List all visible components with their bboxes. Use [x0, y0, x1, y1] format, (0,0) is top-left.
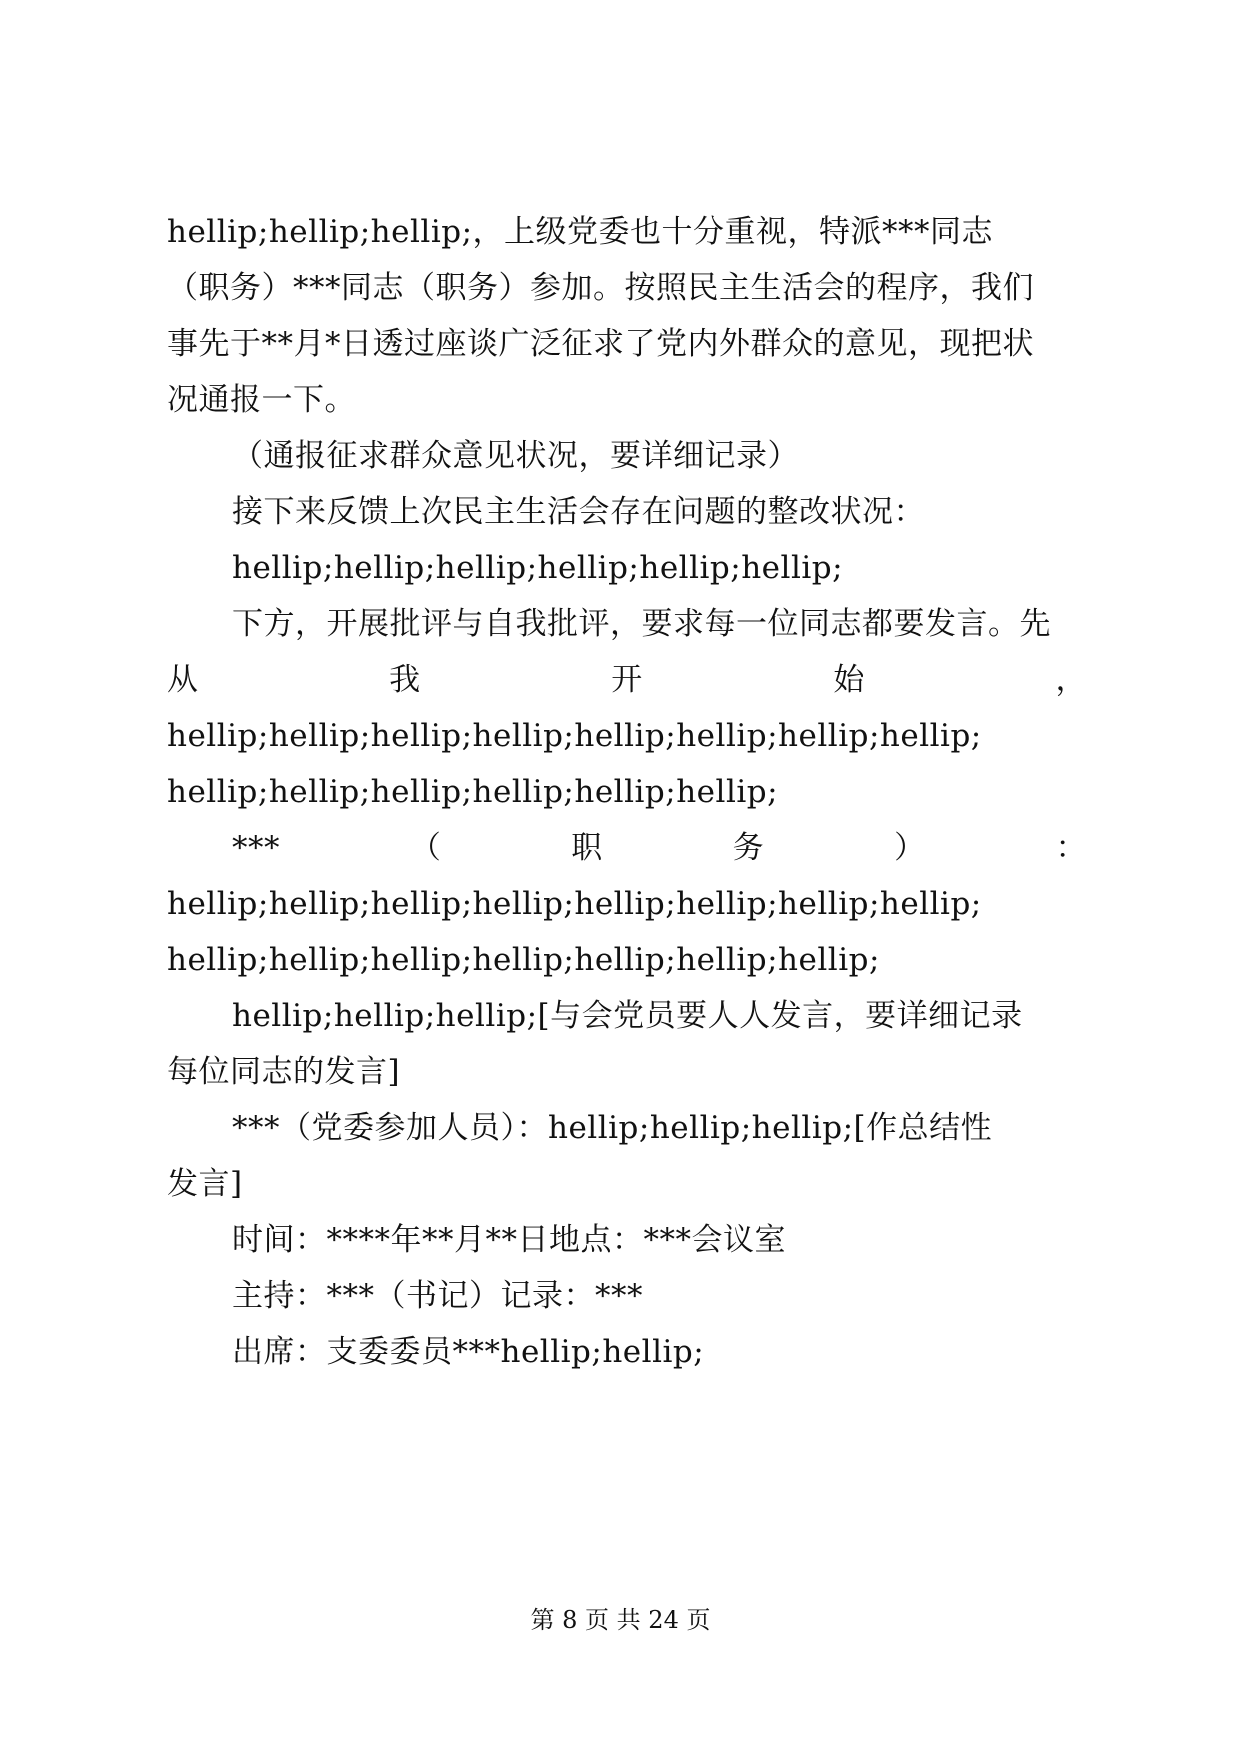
spread-word: 从 [167, 662, 199, 698]
paragraph-3-line: hellip;hellip;hellip;hellip;hellip;hellip; [232, 550, 844, 586]
paragraph-2-line: 接下来反馈上次民主生活会存在问题的整改状况： [232, 494, 925, 530]
spread-word: *** [232, 830, 280, 866]
paragraph-7-line-2: 发言] [167, 1166, 243, 1202]
spread-word: 始 [833, 662, 865, 698]
paragraph-5-line-2: hellip;hellip;hellip;hellip;hellip;hellip;hellip;hellip; [167, 886, 982, 922]
spread-word: ， [1055, 662, 1087, 698]
paragraph-4-line-3: hellip;hellip;hellip;hellip;hellip;hellip;hellip;hellip; [167, 718, 982, 754]
paragraph-5-line-1 [232, 828, 1087, 868]
paragraph-1-line-1: hellip;hellip;hellip;，上级党委也十分重视，特派***同志 [167, 214, 994, 250]
time-place-line: 时间：****年**月**日地点：***会议室 [232, 1222, 786, 1258]
paragraph-4-line-4: hellip;hellip;hellip;hellip;hellip;hellip; [167, 774, 779, 810]
paragraph-7-line-1: ***（党委参加人员）：hellip;hellip;hellip;[作总结性 [232, 1110, 993, 1146]
spread-word: ： [1055, 830, 1087, 866]
spread-word: ） [894, 830, 926, 866]
paragraph-4-line-1: 下方，开展批评与自我批评，要求每一位同志都要发言。先 [232, 606, 1051, 642]
attendees-line: 出席：支委委员***hellip;hellip; [232, 1334, 705, 1370]
paragraph-6-line-1: hellip;hellip;hellip;[与会党员要人人发言，要详细记录 [232, 998, 1023, 1034]
paragraph-1-line-4: 况通报一下。 [167, 382, 356, 418]
paragraph-1-line-3: 事先于**月*日透过座谈广泛征求了党内外群众的意见，现把状 [167, 326, 1034, 362]
note-line: （通报征求群众意见状况，要详细记录） [232, 438, 799, 474]
paragraph-1-line-2: （职务）***同志（职务）参加。按照民主生活会的程序，我们 [167, 270, 1034, 306]
paragraph-6-line-2: 每位同志的发言] [167, 1054, 401, 1090]
paragraph-4-line-2 [167, 660, 1087, 700]
host-recorder-line: 主持：***（书记）记录：*** [232, 1278, 643, 1314]
page-footer: 第 8 页 共 24 页 [530, 1606, 711, 1634]
paragraph-5-line-3: hellip;hellip;hellip;hellip;hellip;hellip;hellip; [167, 942, 880, 978]
spread-word: 务 [732, 830, 765, 866]
spread-word: （ [409, 830, 442, 866]
spread-word: 我 [389, 662, 421, 698]
spread-word: 开 [611, 662, 643, 698]
spread-word: 职 [571, 830, 603, 866]
